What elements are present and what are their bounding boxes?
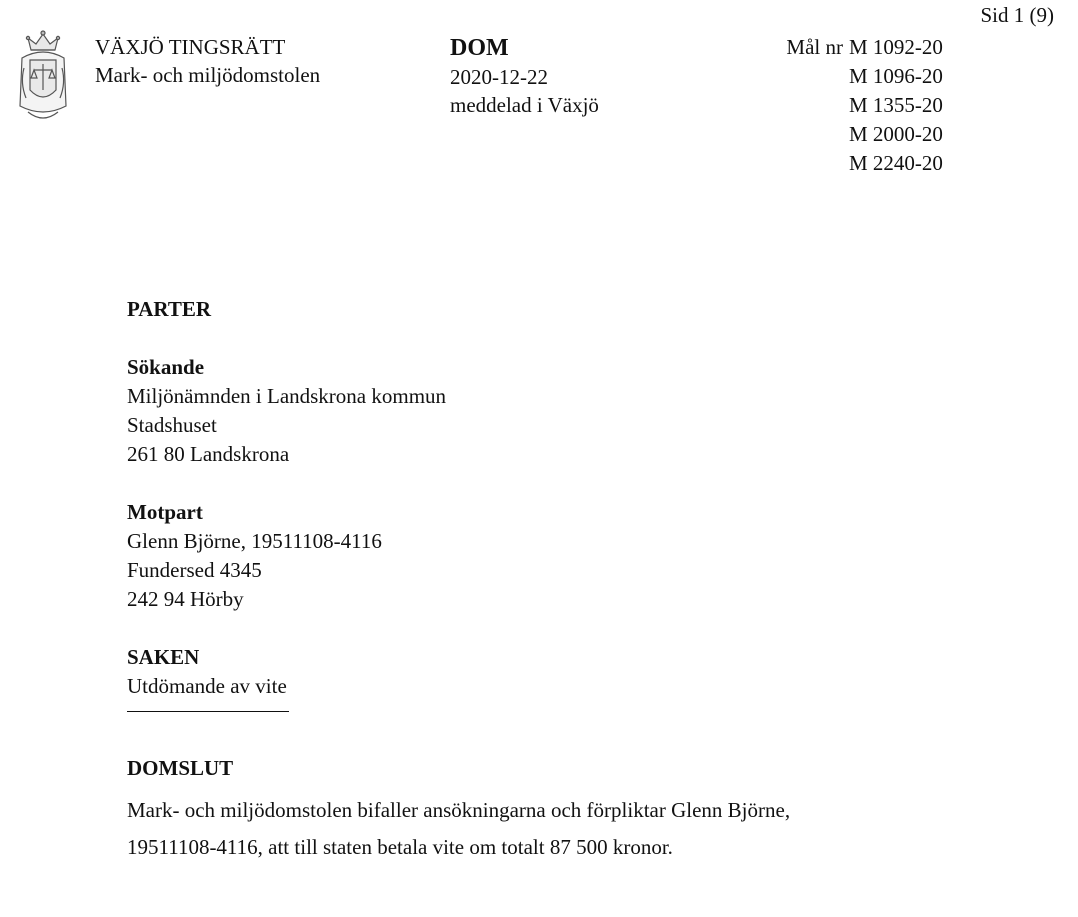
verdict-line: 19511108-4116, att till staten betala vite om totalt 87 500 kronor. — [127, 835, 673, 859]
separator-line — [127, 711, 289, 712]
case-number: M 2240-20 — [849, 151, 943, 175]
parties-heading: PARTER — [127, 297, 212, 321]
respondent-heading: Motpart — [127, 500, 203, 524]
case-number: M 1092-20 — [849, 35, 943, 59]
case-row — [786, 91, 959, 120]
page-number: Sid 1 (9) — [980, 3, 1054, 27]
subject-block — [127, 643, 1007, 712]
document-body — [127, 295, 1007, 866]
case-row — [786, 33, 959, 62]
case-number: M 2000-20 — [849, 122, 943, 146]
respondent-block — [127, 498, 1007, 614]
applicant-block — [127, 353, 1007, 469]
subject-heading: SAKEN — [127, 645, 200, 669]
applicant-heading: Sökande — [127, 355, 205, 379]
case-row — [786, 149, 959, 178]
respondent-line: Fundersed 4345 — [127, 558, 262, 582]
applicant-line: 261 80 Landskrona — [127, 442, 290, 466]
applicant-line: Stadshuset — [127, 413, 217, 437]
court-header — [95, 33, 320, 89]
document-type-block — [450, 33, 599, 119]
case-row — [786, 62, 959, 91]
document-place: meddelad i Växjö — [450, 93, 599, 117]
verdict-block — [127, 754, 1007, 866]
applicant-line: Miljönämnden i Landskrona kommun — [127, 384, 447, 408]
case-number: M 1096-20 — [849, 64, 943, 88]
verdict-heading: DOMSLUT — [127, 756, 234, 780]
case-row — [786, 120, 959, 149]
court-division: Mark- och miljödomstolen — [95, 63, 321, 87]
case-number: M 1355-20 — [849, 93, 943, 117]
royal-crest-icon — [14, 28, 72, 128]
respondent-line: Glenn Björne, 19511108-4116 — [127, 529, 382, 553]
verdict-line: Mark- och miljödomstolen bifaller ansökningarna och förpliktar Glenn Björne, — [127, 798, 791, 822]
subject-text: Utdömande av vite — [127, 674, 287, 698]
document-date: 2020-12-22 — [450, 65, 548, 89]
case-numbers — [786, 33, 959, 178]
case-number-label: Mål nr — [786, 35, 843, 59]
court-name: VÄXJÖ TINGSRÄTT — [95, 35, 286, 59]
document-title: DOM — [450, 35, 509, 61]
respondent-line: 242 94 Hörby — [127, 587, 244, 611]
verdict-text — [127, 792, 1007, 866]
